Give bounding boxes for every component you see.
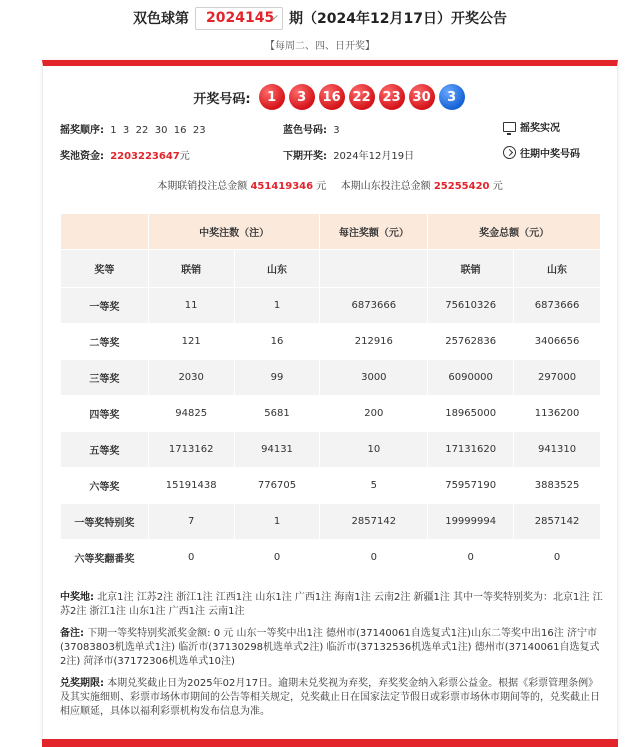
count-shandong: 0: [234, 540, 320, 576]
winning-numbers-label: 开奖号码:: [193, 91, 251, 107]
shandong-sales-value: 25255420: [433, 181, 490, 192]
total-shandong: 1136200: [514, 396, 601, 432]
national-sales-unit: 元: [316, 181, 327, 192]
bottom-accent-bar: [42, 739, 618, 747]
table-row: [61, 432, 601, 468]
next-draw: [283, 147, 414, 162]
count-shandong: 94131: [234, 432, 320, 468]
table-row: [61, 324, 601, 360]
prize-pool-label: 奖池资金:: [60, 151, 104, 162]
total-national: 6090000: [428, 360, 514, 396]
count-shandong: 1: [234, 288, 320, 324]
total-national: 18965000: [428, 396, 514, 432]
total-shandong: 6873666: [514, 288, 601, 324]
per-prize: 212916: [320, 324, 428, 360]
count-national: 121: [148, 324, 234, 360]
prize-level: 四等奖: [61, 396, 149, 432]
header-total: 奖金总额（元）: [428, 214, 601, 250]
count-national: 1713162: [148, 432, 234, 468]
blue-ball: 3: [439, 84, 465, 110]
monitor-icon: [503, 122, 516, 132]
per-prize: 2857142: [320, 504, 428, 540]
next-draw-value: 2024年12月19日: [333, 151, 415, 162]
per-prize: 6873666: [320, 288, 428, 324]
table-row: [61, 360, 601, 396]
remarks: [60, 627, 605, 669]
issue-select[interactable]: [195, 7, 283, 30]
remarks-label: 备注:: [60, 628, 84, 639]
header-total-shandong: 山东: [514, 250, 601, 288]
red-ball: 30: [409, 84, 435, 110]
prize-pool-value: 2203223647: [110, 151, 180, 162]
red-ball: 22: [349, 84, 375, 110]
table-row: [61, 396, 601, 432]
count-shandong: 776705: [234, 468, 320, 504]
prize-level: 二等奖: [61, 324, 149, 360]
prize-level: 一等奖特别奖: [61, 504, 149, 540]
total-shandong: 3406656: [514, 324, 601, 360]
count-national: 15191438: [148, 468, 234, 504]
header-count: 中奖注数（注）: [148, 214, 320, 250]
header-per-blank: [320, 250, 428, 288]
total-national: 0: [428, 540, 514, 576]
prize-level: 三等奖: [61, 360, 149, 396]
total-national: 17131620: [428, 432, 514, 468]
sales-summary: [43, 177, 617, 191]
count-national: 2030: [148, 360, 234, 396]
table-row: [61, 504, 601, 540]
shandong-sales-unit: 元: [492, 181, 503, 192]
history-link-label: 往期中奖号码: [520, 149, 580, 160]
deadline-text: 本期兑奖截止日为2025年02月17日。逾期未兑奖视为弃奖，弃奖奖金纳入彩票公益金。根据《彩票管理条例》及其实施细则、彩票市场休市期间的公告等相关规定，兑奖截止日在国家法定节假日或彩票市场休市期间等的，兑奖截止日相应顺延，具体以福利彩票机构发布信息为准。: [60, 678, 600, 717]
prize-table: [60, 213, 601, 576]
blue-number-label: 蓝色号码:: [283, 125, 327, 136]
total-national: 25762836: [428, 324, 514, 360]
prize-level: 一等奖: [61, 288, 149, 324]
red-ball: 3: [289, 84, 315, 110]
draw-order-label: 摇奖顺序:: [60, 125, 104, 136]
per-prize: 3000: [320, 360, 428, 396]
per-prize: 10: [320, 432, 428, 468]
per-prize: 200: [320, 396, 428, 432]
shandong-sales-label: 本期山东投注总金额: [340, 181, 431, 192]
count-shandong: 5681: [234, 396, 320, 432]
prize-level: 五等奖: [61, 432, 149, 468]
count-shandong: 1: [234, 504, 320, 540]
total-national: 19999994: [428, 504, 514, 540]
draw-schedule: 【每周二、四、日开奖】: [265, 41, 375, 52]
total-national: 75957190: [428, 468, 514, 504]
prize-pool-unit: 元: [179, 151, 190, 162]
draw-info: [43, 117, 617, 171]
count-national: 94825: [148, 396, 234, 432]
count-shandong: 99: [234, 360, 320, 396]
total-shandong: 297000: [514, 360, 601, 396]
count-shandong: 16: [234, 324, 320, 360]
per-prize: 5: [320, 468, 428, 504]
winning-numbers: [43, 83, 617, 111]
prize-level: 六等奖翻番奖: [61, 540, 149, 576]
header-per: 每注奖额（元）: [320, 214, 428, 250]
header-blank: [61, 214, 149, 250]
deadline: [60, 677, 605, 719]
count-national: 0: [148, 540, 234, 576]
header-count-national: 联销: [148, 250, 234, 288]
count-national: 7: [148, 504, 234, 540]
table-row: [61, 288, 601, 324]
red-ball: 1: [259, 84, 285, 110]
winners-text: 北京1注 江苏2注 浙江1注 江西1注 山东1注 广西1注 海南1注 云南2注 新疆1注 其中一等奖特别奖为：北京1注 江苏2注 浙江1注 山东1注 广西1注 云南1注: [60, 592, 603, 617]
draw-order-value: 1 3 22 30 16 23: [110, 125, 206, 136]
video-link[interactable]: [503, 119, 560, 134]
header-count-shandong: 山东: [234, 250, 320, 288]
prize-level: 六等奖: [61, 468, 149, 504]
page-header: [0, 2, 640, 34]
result-card: [42, 60, 618, 742]
issue-value: 2024145: [206, 10, 275, 26]
total-shandong: 0: [514, 540, 601, 576]
national-sales-label: 本期联销投注总金额: [157, 181, 248, 192]
notes-section: [60, 591, 605, 727]
red-ball: 23: [379, 84, 405, 110]
total-shandong: 2857142: [514, 504, 601, 540]
blue-number: [283, 121, 340, 136]
history-link[interactable]: [503, 145, 580, 160]
red-ball: 16: [319, 84, 345, 110]
arrow-circle-icon: [503, 146, 516, 159]
winners-label: 中奖地:: [60, 592, 94, 603]
total-shandong: 941310: [514, 432, 601, 468]
title-prefix: 双色球第: [133, 11, 190, 27]
title-suffix: 期（2024年12月17日）开奖公告: [289, 11, 507, 27]
remarks-text: 下期一等奖特别奖派奖金额: 0 元 山东一等奖中出1注 德州市(37140061自选复式1注)山东二等奖中出16注 济宁市(37083803机选单式1注) 临沂市(37130298机选单式2注) 临沂市(37132536机选单式1注) 德州市(37140061自选复式2注) 菏泽市(37172306机选单式10注): [60, 628, 600, 667]
winners-location: [60, 591, 605, 619]
count-national: 11: [148, 288, 234, 324]
video-link-label: 摇奖实况: [520, 123, 560, 134]
draw-order: [60, 121, 206, 136]
per-prize: 0: [320, 540, 428, 576]
table-row: [61, 468, 601, 504]
table-row: [61, 540, 601, 576]
deadline-label: 兑奖期限:: [60, 678, 104, 689]
total-national: 75610326: [428, 288, 514, 324]
next-draw-label: 下期开奖:: [283, 151, 327, 162]
blue-number-value: 3: [333, 125, 340, 136]
national-sales-value: 451419346: [250, 181, 314, 192]
total-shandong: 3883525: [514, 468, 601, 504]
header-total-national: 联销: [428, 250, 514, 288]
header-level: 奖等: [61, 250, 149, 288]
prize-pool: [60, 147, 190, 162]
